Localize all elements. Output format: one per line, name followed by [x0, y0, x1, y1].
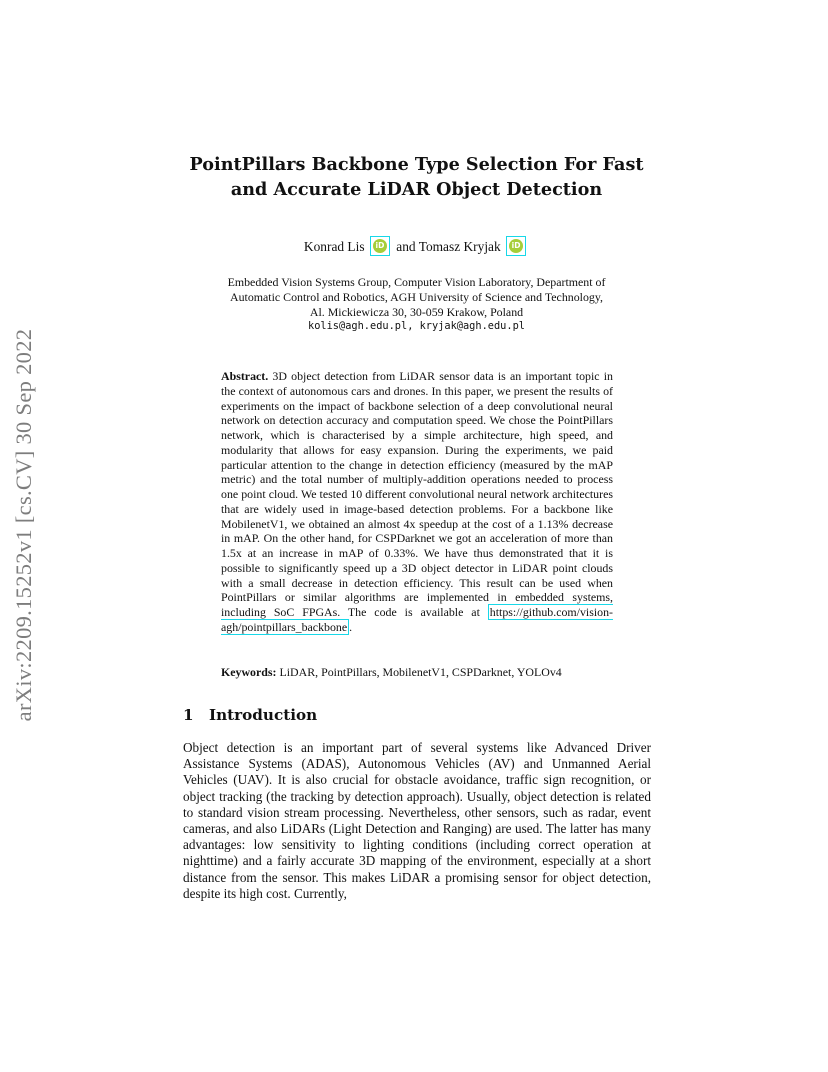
orcid-icon: iD: [509, 239, 523, 253]
author-name: and Tomasz Kryjak: [396, 239, 501, 254]
author-emails: kolis@agh.edu.pl, kryjak@agh.edu.pl: [308, 320, 525, 333]
section-number: 1: [183, 706, 194, 724]
author-line: [183, 236, 650, 258]
abstract: Abstract. 3D object detection from LiDAR sensor data is an important topic in the context of autonomous cars and drones. In this paper, we present the results of experiments on the impact of backbone selection of a deep convolutional neural network on detection accuracy and computation speed. We chose the PointPillars network, which is characterised by a simple architecture, high speed, and modularity that allows for easy expansion. During the experiments, we paid particular attention to the change in detection efficiency (measured by the mAP metric) and the total number of multiply-addition operations needed to process one point cloud. We tested 10 different convolutional neural network architectures that are widely used in image-based detection problems. For a backbone like MobilenetV1, we obtained an almost 4x speedup at the cost of a 1.13% decrease in mAP. On the other hand, for CSPDarknet we got an acceleration of more than 1.5x at an increase in mAP of 0.33%. We have thus demonstrated that it is possible to significantly speed up a 3D object detector in LiDAR point clouds with a small decrease in detection efficiency. This result can be used when PointPillars or similar algorithms are implemented in embedded systems, including SoC FPGAs. The code is available at https://github.com/vision-agh/pointpillars_backbone .: [221, 369, 613, 634]
affiliation: [183, 275, 650, 334]
orcid-icon: iD: [373, 239, 387, 253]
keywords-label: Keywords:: [221, 665, 277, 679]
section-title: Introduction: [209, 706, 318, 724]
code-link[interactable]: https://github.com/vision-agh/pointpillars_backbone: [221, 605, 613, 634]
intro-paragraph: Object detection is an important part of several systems like Advanced Driver Assistance Systems (ADAS), Autonomous Vehicles (AV) and Unmanned Aerial Vehicles (UAV). It is also crucial for obstacle avoidance, traffic sign recognition, or object tracking (the tracking by detection approach). Usually, object detection is related to standard vision stream processing. Nevertheless, other sensors, such as radar, event cameras, and also LiDARs (Light Detection and Ranging) are used. The latter has many advantages: low sensitivity to lighting conditions (including correct operation at nighttime) and a fairly accurate 3D mapping of the environment, especially at a short distance from the sensor. This makes LiDAR a promising sensor for object detection, despite its high cost. Currently,: [183, 740, 651, 901]
orcid-link[interactable]: [370, 236, 390, 256]
affiliation-line: Automatic Control and Robotics, AGH University of Science and Technology,: [230, 289, 603, 304]
author-name: Konrad Lis: [303, 239, 365, 254]
affiliation-line: Embedded Vision Systems Group, Computer Vision Laboratory, Department of: [227, 275, 606, 289]
abstract-label: Abstract.: [221, 369, 269, 383]
keywords-text: LiDAR, PointPillars, MobilenetV1, CSPDarknet, YOLOv4: [279, 665, 562, 679]
section-heading: [183, 705, 317, 725]
affiliation-line: Al. Mickiewicza 30, 30-059 Krakow, Poland: [309, 304, 524, 319]
orcid-link[interactable]: [506, 236, 526, 256]
abstract-text: 3D object detection from LiDAR sensor data is an important topic in the context of autonomous cars and drones. In this paper, we present the results of experiments on the impact of backbone selection of a deep convolutional neural network on detection accuracy and computation speed. We chose the PointPillars network, which is characterised by a simple architecture, high speed, and modularity that allows for easy expansion. During the experiments, we paid particular attention to the change in detection efficiency (measured by the mAP metric) and the total number of multiply-addition operations needed to process one point cloud. We tested 10 different convolutional neural network architectures that are widely used in image-based detection problems. For a backbone like MobilenetV1, we obtained an almost 4x speedup at the cost of a 1.13% decrease in mAP. On the other hand, for CSPDarknet we got an acceleration of more than 1.5x at an increase in mAP of 0.33%. We have thus demonstrated that it is possible to significantly speed up a 3D object detector in LiDAR point clouds with a small decrease in detection efficiency. This result can be used when PointPillars or similar algorithms are implemented in embedded systems, including SoC FPGAs. The code is available at: [221, 369, 613, 619]
keywords: [221, 665, 613, 680]
arxiv-identifier: arXiv:2209.15252v1 [cs.CV] 30 Sep 2022: [11, 328, 36, 722]
paper-title: PointPillars Backbone Type Selection For Fast and Accurate LiDAR Object Detection: [189, 154, 644, 200]
